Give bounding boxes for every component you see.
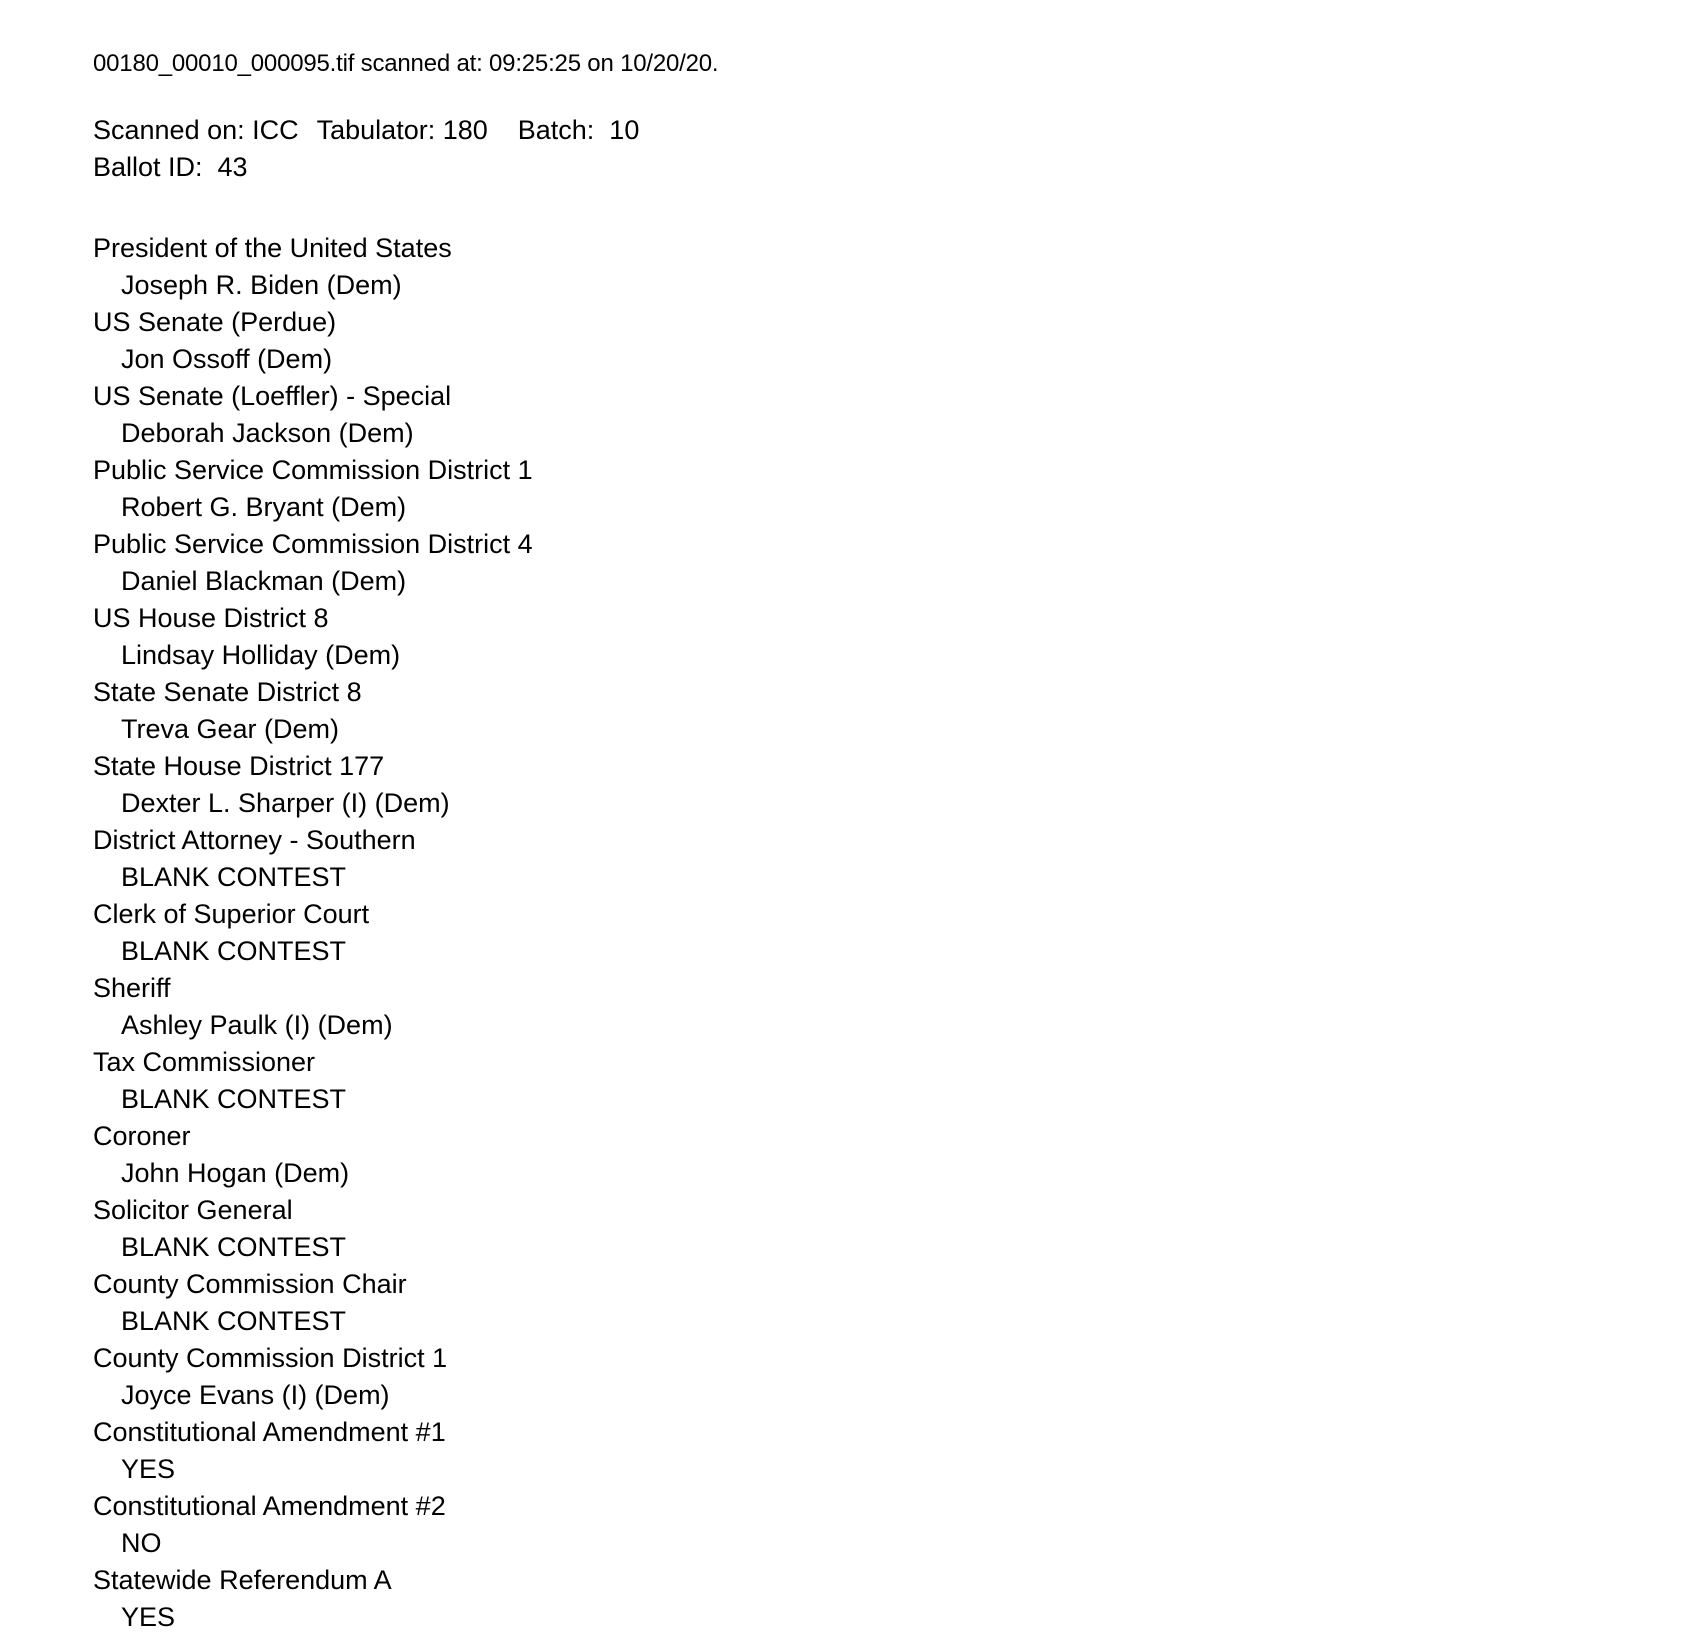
contest-item bbox=[93, 748, 1593, 822]
contest-selection: Jon Ossoff (Dem) bbox=[121, 344, 333, 374]
scanned-ballot-report-page bbox=[93, 46, 1593, 1636]
batch-field: Batch: 10 bbox=[517, 115, 640, 145]
contest-title: Clerk of Superior Court bbox=[93, 899, 370, 929]
contest-selection: BLANK CONTEST bbox=[121, 1306, 347, 1336]
contest-item bbox=[93, 1192, 1593, 1266]
contest-item bbox=[93, 1044, 1593, 1118]
tabulator-field: Tabulator: 180 bbox=[316, 115, 488, 145]
contest-item bbox=[93, 304, 1593, 378]
contest-title: District Attorney - Southern bbox=[93, 825, 416, 855]
contest-selection: Lindsay Holliday (Dem) bbox=[121, 640, 401, 670]
contest-selection: Joseph R. Biden (Dem) bbox=[121, 270, 402, 300]
contest-title: Constitutional Amendment #1 bbox=[93, 1417, 446, 1447]
contest-selection: Dexter L. Sharper (I) (Dem) bbox=[121, 788, 450, 818]
scanned-on-field: Scanned on: ICC bbox=[93, 115, 299, 145]
contest-item bbox=[93, 452, 1593, 526]
contest-item bbox=[93, 230, 1593, 304]
contest-item bbox=[93, 970, 1593, 1044]
contest-selection: NO bbox=[121, 1528, 162, 1558]
contest-selection: BLANK CONTEST bbox=[121, 936, 347, 966]
contest-selection: Robert G. Bryant (Dem) bbox=[121, 492, 407, 522]
contest-title: Public Service Commission District 4 bbox=[93, 529, 533, 559]
header-spacer bbox=[93, 82, 1593, 112]
contest-selection: Ashley Paulk (I) (Dem) bbox=[121, 1010, 393, 1040]
contest-title: County Commission Chair bbox=[93, 1269, 407, 1299]
contest-item bbox=[93, 1414, 1593, 1488]
contest-item bbox=[93, 1266, 1593, 1340]
contest-title: Statewide Referendum A bbox=[93, 1565, 392, 1595]
contest-item bbox=[93, 378, 1593, 452]
body-spacer bbox=[93, 186, 1593, 230]
contest-title: Coroner bbox=[93, 1121, 191, 1151]
contest-title: State Senate District 8 bbox=[93, 677, 362, 707]
contest-item bbox=[93, 1488, 1593, 1562]
contest-selection: Joyce Evans (I) (Dem) bbox=[121, 1380, 390, 1410]
contest-item bbox=[93, 1118, 1593, 1192]
contest-title: Tax Commissioner bbox=[93, 1047, 316, 1077]
contest-item bbox=[93, 1340, 1593, 1414]
contest-item bbox=[93, 822, 1593, 896]
contest-item bbox=[93, 896, 1593, 970]
contest-title: US Senate (Loeffler) - Special bbox=[93, 381, 452, 411]
scan-info-line bbox=[93, 112, 1593, 149]
contest-selection: YES bbox=[121, 1602, 176, 1632]
contest-item bbox=[93, 600, 1593, 674]
contest-selection: BLANK CONTEST bbox=[121, 1084, 347, 1114]
contest-title: Public Service Commission District 1 bbox=[93, 455, 533, 485]
contest-title: County Commission District 1 bbox=[93, 1343, 448, 1373]
contest-item bbox=[93, 674, 1593, 748]
contest-selection: Deborah Jackson (Dem) bbox=[121, 418, 414, 448]
contest-title: US House District 8 bbox=[93, 603, 329, 633]
contest-selection: Daniel Blackman (Dem) bbox=[121, 566, 407, 596]
scan-file-info-line: 00180_00010_000095.tif scanned at: 09:25:25 on 10/20/20. bbox=[93, 50, 719, 77]
contest-list bbox=[93, 230, 1593, 1636]
contest-selection: YES bbox=[121, 1454, 176, 1484]
contest-item bbox=[93, 526, 1593, 600]
contest-title: Solicitor General bbox=[93, 1195, 293, 1225]
contest-title: Constitutional Amendment #2 bbox=[93, 1491, 446, 1521]
contest-selection: BLANK CONTEST bbox=[121, 862, 347, 892]
contest-title: Sheriff bbox=[93, 973, 171, 1003]
contest-item bbox=[93, 1562, 1593, 1636]
contest-title: President of the United States bbox=[93, 233, 452, 263]
contest-title: State House District 177 bbox=[93, 751, 385, 781]
contest-title: US Senate (Perdue) bbox=[93, 307, 337, 337]
contest-selection: Treva Gear (Dem) bbox=[121, 714, 340, 744]
contest-selection: BLANK CONTEST bbox=[121, 1232, 347, 1262]
ballot-id-field: Ballot ID: 43 bbox=[93, 152, 248, 182]
contest-selection: John Hogan (Dem) bbox=[121, 1158, 350, 1188]
